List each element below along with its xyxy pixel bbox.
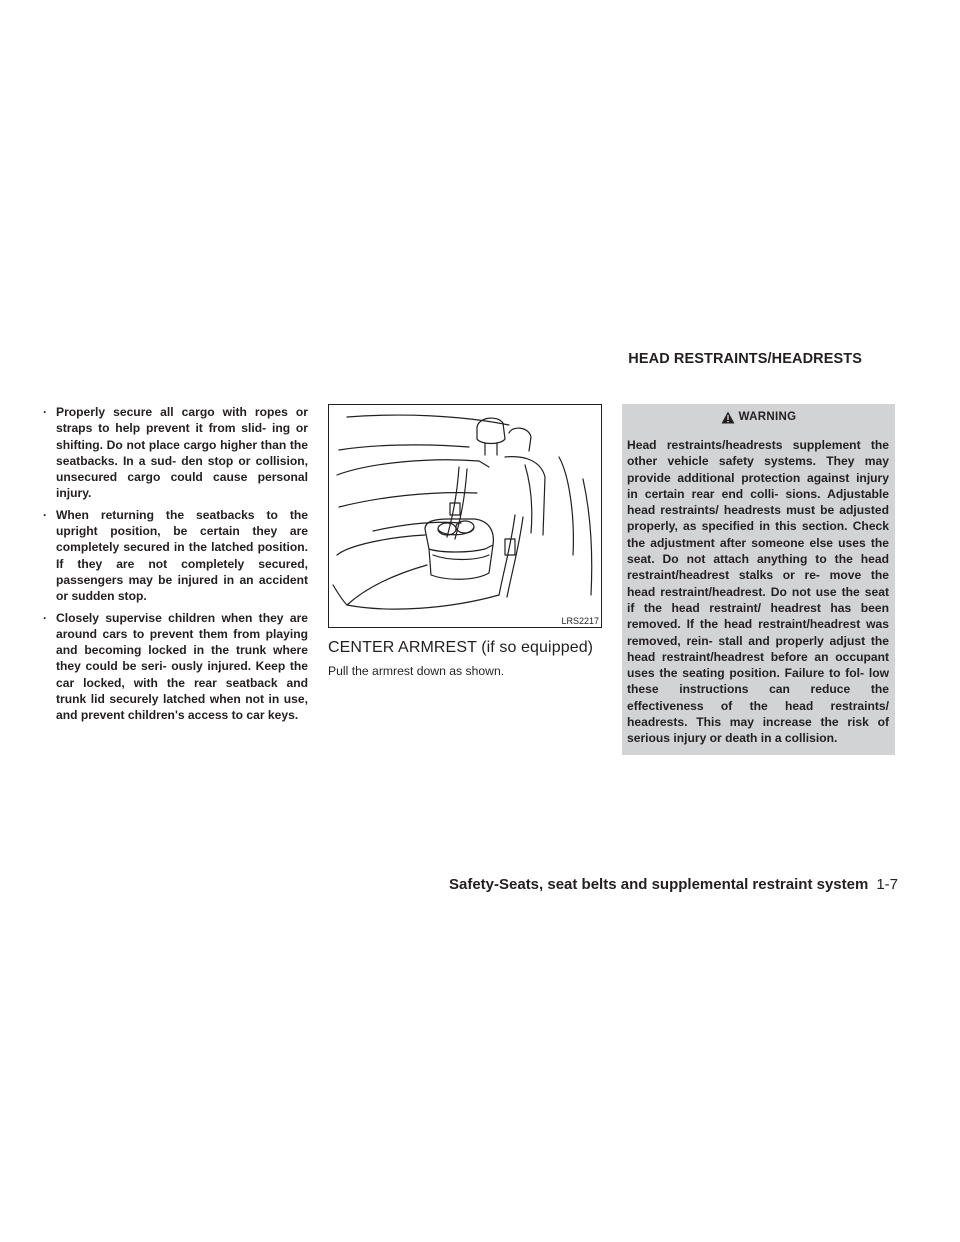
- bullet-item: [40, 610, 308, 724]
- bullet-item: [40, 507, 308, 605]
- warning-text: Head restraints/headrests supplement the other vehicle safety systems. They may provide additional protection against injury in certain rear end colli- sions. Adjustable head restraints/ headrests must be adjusted properly, as specified in this section. Check the adjustment after someone else uses the seat. Do not attach anything to the head restraint/headrest stalks or re- move the head restraint/headrest. Do not use the seat if the head restraint/ headrest has been removed. If the head restraint/headrest was removed, rein- stall and properly adjust the head restraint/headrest before an occupant uses the seating position. Failure to fol- low these instructions can reduce the effectiveness of the head restraints/ headrests. This may increase the risk of serious injury or death in a collision.: [627, 438, 889, 746]
- figure-code: LRS2217: [561, 616, 599, 626]
- middle-column: [328, 404, 602, 678]
- bullet-dot: ·: [43, 405, 48, 419]
- bullet-text: When returning the seatbacks to the upright position, be certain they are completely secured in the latched position. If they are not completely secured, passengers may be injured in an accident or sudden stop.: [56, 507, 308, 604]
- warning-header: [622, 404, 895, 430]
- caution-bullet-list: [40, 404, 308, 724]
- page-footer: [449, 876, 898, 893]
- warning-box: [622, 404, 895, 755]
- bullet-dot: ·: [43, 507, 48, 522]
- bullet-text: Closely supervise children when they are around cars to prevent them from playing and becoming locked in the trunk where they could be seri- ously injured. Keep the car locked, with the rear seatback and trunk lid securely latched when not in use, and prevent children's access to car keys.: [56, 610, 308, 723]
- warning-title: WARNING: [738, 411, 797, 423]
- left-column: [40, 404, 308, 729]
- center-armrest-heading: CENTER ARMREST (if so equipped): [328, 639, 594, 656]
- right-column: [622, 404, 895, 755]
- bullet-item: [40, 404, 308, 502]
- section-heading: HEAD RESTRAINTS/HEADRESTS: [628, 351, 862, 367]
- footer-chapter-title: Safety-Seats, seat belts and supplemental restraint system: [448, 876, 869, 893]
- armrest-illustration: [328, 404, 602, 628]
- bullet-text: Properly secure all cargo with ropes or straps to help prevent it from slid- ing or shifting. Do not place cargo higher than the seatbacks. In a sud- den stop or collision, unsecured cargo could cause personal injury.: [56, 405, 308, 501]
- armrest-instruction: Pull the armrest down as shown.: [328, 664, 505, 678]
- bullet-dot: ·: [43, 610, 48, 625]
- warning-triangle-icon: [721, 411, 735, 424]
- page-number: 1-7: [876, 876, 898, 893]
